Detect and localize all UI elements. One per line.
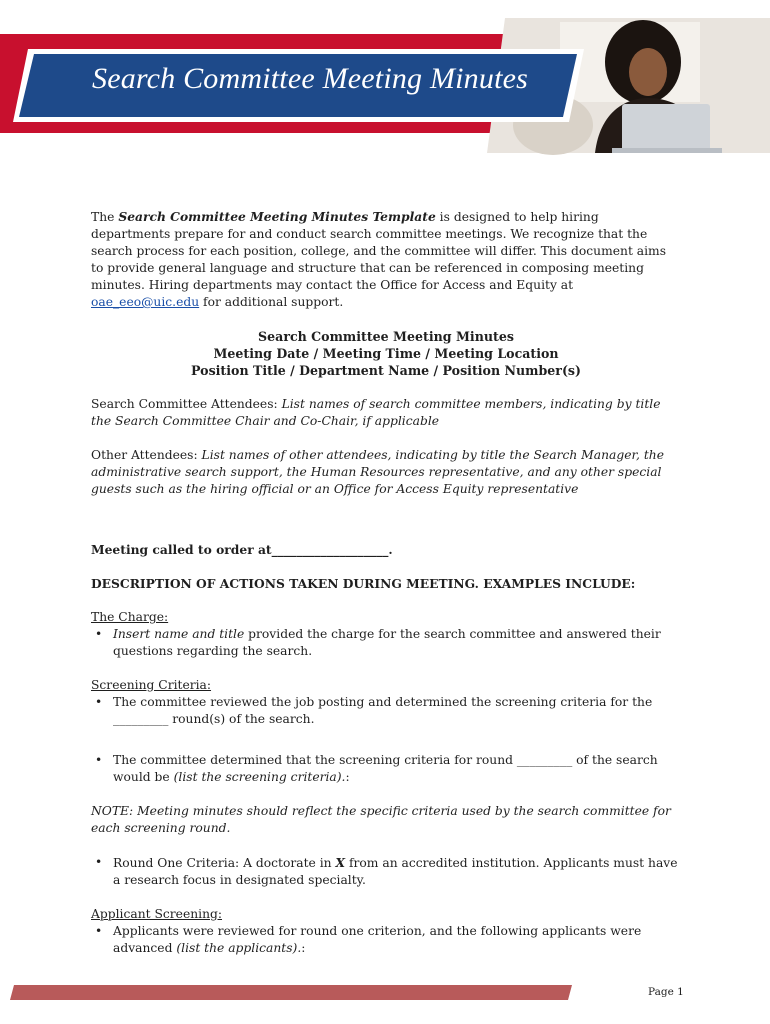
applicant-item-text: Applicants were reviewed for round one criterion, and the following applicants were advanced bbox=[113, 924, 642, 955]
intro-suffix: for additional support. bbox=[199, 295, 344, 309]
other-attendees-text: List names of other attendees, indicating by title the Search Manager, the administrative search support, the Human Resources representative, and any other special guests such as the hiring official or an Office for Access Equity representative bbox=[91, 448, 664, 496]
page-title: Search Committee Meeting Minutes bbox=[92, 62, 529, 95]
intro-paragraph bbox=[91, 208, 681, 311]
charge-text: provided the charge for the search committee and answered their questions regarding the search. bbox=[113, 627, 661, 658]
list-item: • The committee reviewed the job posting and determined the screening criteria for the _________ round(s) of the search. bbox=[113, 694, 681, 728]
email-link[interactable]: oae_eeo@uic.edu bbox=[91, 295, 200, 309]
screening-item-text: The committee determined that the screening criteria for round _________ of the search would be bbox=[113, 753, 658, 784]
other-attendees-label: Other Attendees: bbox=[91, 448, 202, 462]
heading-line-1: Search Committee Meeting Minutes bbox=[258, 329, 514, 344]
attendees-label: Search Committee Attendees: bbox=[91, 397, 282, 411]
screening-list-2 bbox=[91, 752, 681, 786]
page-number: Page 1 bbox=[648, 986, 684, 998]
applicant-item-italic: (list the applicants). bbox=[176, 941, 302, 955]
round-one-list bbox=[91, 854, 681, 889]
other-attendees bbox=[91, 447, 681, 498]
applicant-list bbox=[91, 923, 681, 957]
screening-label: Screening Criteria: bbox=[91, 678, 212, 692]
charge-italic: Insert name and title bbox=[113, 627, 245, 641]
attendees-text: List names of search committee members, indicating by title the Search Committee Chair and Co-Chair, if applicable bbox=[91, 397, 661, 428]
charge-list bbox=[91, 626, 681, 660]
list-item bbox=[113, 923, 681, 957]
round-one-x: X bbox=[335, 855, 346, 870]
intro-prefix: The bbox=[91, 210, 119, 224]
person-face bbox=[629, 48, 667, 96]
round-one-text: Round One Criteria: A doctorate in bbox=[113, 856, 336, 870]
screening-list bbox=[91, 694, 681, 728]
round-one-rest: from an accredited institution. Applicants must have a research focus in designated specialty. bbox=[113, 856, 678, 887]
description-heading: DESCRIPTION OF ACTIONS TAKEN DURING MEETING. EXAMPLES INCLUDE: bbox=[91, 576, 636, 591]
document-body bbox=[91, 208, 681, 957]
screening-item-end: : bbox=[345, 770, 350, 784]
laptop-edge bbox=[612, 148, 722, 153]
list-item bbox=[113, 626, 681, 660]
meeting-called-to-order: Meeting called to order at___________________. bbox=[91, 542, 393, 557]
intro-body: is designed to help hiring departments prepare for and conduct search committee meetings. We recognize that the search process for each position, college, and the committee will differ. This document aims to provide general language and structure that can be referenced in composing meeting minutes. Hiring departments may contact the Office for Access and Equity at bbox=[91, 210, 667, 292]
search-committee-attendees bbox=[91, 396, 681, 430]
meeting-heading bbox=[91, 328, 681, 379]
laptop bbox=[622, 104, 710, 153]
heading-line-2: Meeting Date / Meeting Time / Meeting Location bbox=[213, 346, 559, 361]
screening-item-italic: (list the screening criteria). bbox=[173, 770, 346, 784]
heading-line-3: Position Title / Department Name / Position Number(s) bbox=[191, 363, 581, 378]
footer-bar bbox=[10, 985, 572, 1000]
applicant-screening-label: Applicant Screening: bbox=[91, 907, 223, 921]
list-item bbox=[113, 752, 681, 786]
charge-label: The Charge: bbox=[91, 610, 169, 624]
list-item bbox=[113, 854, 681, 889]
note-paragraph: NOTE: Meeting minutes should reflect the specific criteria used by the search committee for each screening round. bbox=[91, 804, 671, 835]
header-banner bbox=[0, 0, 770, 170]
applicant-item-end: : bbox=[301, 941, 306, 955]
template-name: Search Committee Meeting Minutes Template bbox=[118, 209, 436, 224]
